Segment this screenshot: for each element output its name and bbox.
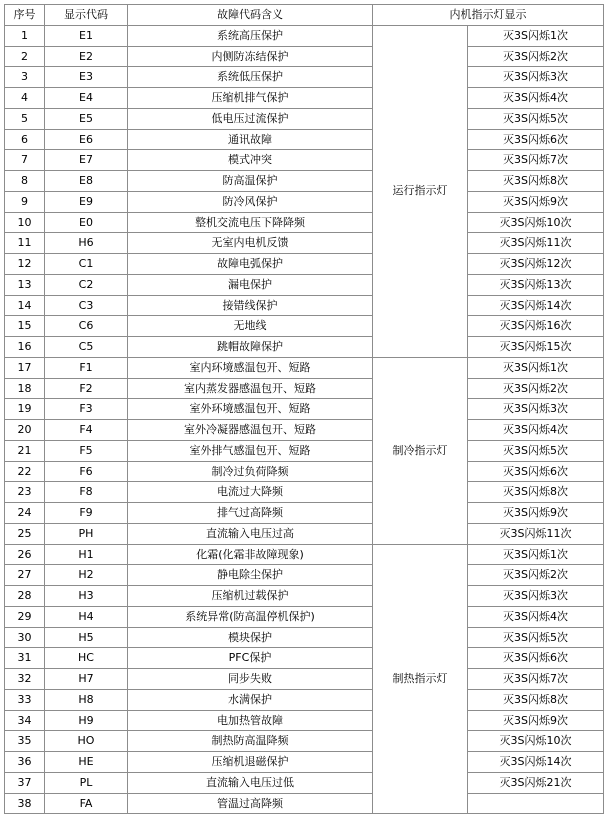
row-meaning: 模式冲突 (128, 150, 373, 171)
row-blink-pattern: 灭3S闪烁3次 (468, 399, 604, 420)
row-blink-pattern: 灭3S闪烁9次 (468, 191, 604, 212)
row-meaning: 室外环境感温包开、短路 (128, 399, 373, 420)
row-code: H6 (45, 233, 128, 254)
row-blink-pattern: 灭3S闪烁1次 (468, 357, 604, 378)
row-blink-pattern: 灭3S闪烁9次 (468, 710, 604, 731)
row-meaning: 化霜(化霜非故障现象) (128, 544, 373, 565)
row-meaning: 系统低压保护 (128, 67, 373, 88)
row-code: F9 (45, 503, 128, 524)
row-blink-pattern: 灭3S闪烁11次 (468, 233, 604, 254)
row-index: 37 (5, 772, 45, 793)
row-code: E7 (45, 150, 128, 171)
row-meaning: 通讯故障 (128, 129, 373, 150)
row-code: F5 (45, 440, 128, 461)
row-code: H1 (45, 544, 128, 565)
table-row (5, 25, 604, 46)
row-index: 34 (5, 710, 45, 731)
row-code: F6 (45, 461, 128, 482)
row-code: E3 (45, 67, 128, 88)
row-meaning: 防高温保护 (128, 171, 373, 192)
row-meaning: 电流过大降频 (128, 482, 373, 503)
row-index: 13 (5, 274, 45, 295)
row-index: 20 (5, 420, 45, 441)
row-meaning: 接错线保护 (128, 295, 373, 316)
table-row (5, 586, 604, 607)
row-blink-pattern: 灭3S闪烁7次 (468, 150, 604, 171)
table-row (5, 150, 604, 171)
table-row (5, 337, 604, 358)
table-row (5, 295, 604, 316)
row-meaning: 电加热管故障 (128, 710, 373, 731)
row-blink-pattern: 灭3S闪烁10次 (468, 212, 604, 233)
row-blink-pattern: 灭3S闪烁6次 (468, 129, 604, 150)
table-row (5, 606, 604, 627)
row-blink-pattern: 灭3S闪烁12次 (468, 254, 604, 275)
table-row (5, 274, 604, 295)
table-row (5, 461, 604, 482)
row-index: 1 (5, 25, 45, 46)
row-index: 4 (5, 88, 45, 109)
row-code: E8 (45, 171, 128, 192)
row-blink-pattern: 灭3S闪烁5次 (468, 440, 604, 461)
row-blink-pattern: 灭3S闪烁16次 (468, 316, 604, 337)
row-meaning: 跳帽故障保护 (128, 337, 373, 358)
row-index: 9 (5, 191, 45, 212)
row-index: 38 (5, 793, 45, 814)
row-code: HC (45, 648, 128, 669)
table-row (5, 212, 604, 233)
row-blink-pattern: 灭3S闪烁5次 (468, 108, 604, 129)
table-row (5, 648, 604, 669)
row-index: 24 (5, 503, 45, 524)
row-blink-pattern: 灭3S闪烁14次 (468, 752, 604, 773)
row-index: 27 (5, 565, 45, 586)
row-code: H4 (45, 606, 128, 627)
table-row (5, 420, 604, 441)
row-index: 17 (5, 357, 45, 378)
row-index: 19 (5, 399, 45, 420)
row-code: C2 (45, 274, 128, 295)
row-blink-pattern: 灭3S闪烁8次 (468, 482, 604, 503)
indicator-group-label: 制热指示灯 (373, 544, 468, 814)
row-blink-pattern: 灭3S闪烁8次 (468, 689, 604, 710)
table-row (5, 752, 604, 773)
header-index: 序号 (5, 5, 45, 26)
row-index: 16 (5, 337, 45, 358)
row-index: 10 (5, 212, 45, 233)
row-code: H9 (45, 710, 128, 731)
table-row (5, 627, 604, 648)
row-meaning: 室外冷凝器感温包开、短路 (128, 420, 373, 441)
row-blink-pattern: 灭3S闪烁1次 (468, 544, 604, 565)
indicator-group-label: 运行指示灯 (373, 25, 468, 357)
row-code: H2 (45, 565, 128, 586)
row-index: 15 (5, 316, 45, 337)
table-row (5, 731, 604, 752)
row-index: 12 (5, 254, 45, 275)
row-blink-pattern: 灭3S闪烁3次 (468, 67, 604, 88)
row-meaning: 无地线 (128, 316, 373, 337)
row-index: 26 (5, 544, 45, 565)
row-meaning: 整机交流电压下降降频 (128, 212, 373, 233)
table-row (5, 357, 604, 378)
row-code: HE (45, 752, 128, 773)
table-row (5, 191, 604, 212)
row-meaning: PFC保护 (128, 648, 373, 669)
row-code: C5 (45, 337, 128, 358)
row-code: F8 (45, 482, 128, 503)
row-code: E9 (45, 191, 128, 212)
row-blink-pattern: 灭3S闪烁3次 (468, 586, 604, 607)
row-meaning: 内侧防冻结保护 (128, 46, 373, 67)
table-row (5, 503, 604, 524)
row-code: HO (45, 731, 128, 752)
row-index: 11 (5, 233, 45, 254)
row-meaning: 漏电保护 (128, 274, 373, 295)
row-meaning: 排气过高降频 (128, 503, 373, 524)
table-row (5, 171, 604, 192)
row-code: E4 (45, 88, 128, 109)
row-blink-pattern: 灭3S闪烁4次 (468, 606, 604, 627)
row-code: C3 (45, 295, 128, 316)
row-blink-pattern: 灭3S闪烁4次 (468, 420, 604, 441)
row-blink-pattern: 灭3S闪烁9次 (468, 503, 604, 524)
table-row (5, 46, 604, 67)
table-row (5, 108, 604, 129)
table-row (5, 565, 604, 586)
row-blink-pattern (468, 793, 604, 814)
row-blink-pattern: 灭3S闪烁6次 (468, 461, 604, 482)
table-row (5, 254, 604, 275)
row-index: 30 (5, 627, 45, 648)
row-meaning: 制热防高温降频 (128, 731, 373, 752)
row-meaning: 系统异常(防高温停机保护) (128, 606, 373, 627)
header-indicator: 内机指示灯显示 (373, 5, 604, 26)
row-index: 33 (5, 689, 45, 710)
table-row (5, 710, 604, 731)
row-code: F4 (45, 420, 128, 441)
row-blink-pattern: 灭3S闪烁4次 (468, 88, 604, 109)
row-code: E0 (45, 212, 128, 233)
table-row (5, 129, 604, 150)
row-code: H3 (45, 586, 128, 607)
row-blink-pattern: 灭3S闪烁11次 (468, 523, 604, 544)
row-index: 14 (5, 295, 45, 316)
row-code: H7 (45, 669, 128, 690)
row-blink-pattern: 灭3S闪烁5次 (468, 627, 604, 648)
row-blink-pattern: 灭3S闪烁14次 (468, 295, 604, 316)
row-blink-pattern: 灭3S闪烁13次 (468, 274, 604, 295)
table-row (5, 793, 604, 814)
row-index: 36 (5, 752, 45, 773)
table-row (5, 88, 604, 109)
row-index: 3 (5, 67, 45, 88)
row-blink-pattern: 灭3S闪烁6次 (468, 648, 604, 669)
row-code: E6 (45, 129, 128, 150)
table-row (5, 689, 604, 710)
row-blink-pattern: 灭3S闪烁15次 (468, 337, 604, 358)
row-index: 32 (5, 669, 45, 690)
row-code: E2 (45, 46, 128, 67)
row-blink-pattern: 灭3S闪烁1次 (468, 25, 604, 46)
table-row (5, 544, 604, 565)
table-row (5, 233, 604, 254)
table-row (5, 772, 604, 793)
row-code: H5 (45, 627, 128, 648)
row-code: FA (45, 793, 128, 814)
row-index: 22 (5, 461, 45, 482)
row-index: 6 (5, 129, 45, 150)
row-meaning: 无室内电机反馈 (128, 233, 373, 254)
header-code: 显示代码 (45, 5, 128, 26)
error-code-table (4, 4, 604, 814)
row-meaning: 室内环境感温包开、短路 (128, 357, 373, 378)
row-meaning: 压缩机过载保护 (128, 586, 373, 607)
indicator-group-label: 制冷指示灯 (373, 357, 468, 544)
row-meaning: 压缩机排气保护 (128, 88, 373, 109)
table-row (5, 523, 604, 544)
row-meaning: 室外排气感温包开、短路 (128, 440, 373, 461)
row-meaning: 模块保护 (128, 627, 373, 648)
row-code: PH (45, 523, 128, 544)
row-index: 8 (5, 171, 45, 192)
row-meaning: 同步失败 (128, 669, 373, 690)
row-meaning: 直流输入电压过低 (128, 772, 373, 793)
table-row (5, 67, 604, 88)
row-blink-pattern: 灭3S闪烁8次 (468, 171, 604, 192)
row-code: F1 (45, 357, 128, 378)
table-row (5, 378, 604, 399)
row-blink-pattern: 灭3S闪烁2次 (468, 46, 604, 67)
row-blink-pattern: 灭3S闪烁2次 (468, 565, 604, 586)
row-blink-pattern: 灭3S闪烁2次 (468, 378, 604, 399)
row-index: 25 (5, 523, 45, 544)
table-row (5, 669, 604, 690)
row-meaning: 防冷风保护 (128, 191, 373, 212)
row-index: 28 (5, 586, 45, 607)
row-index: 29 (5, 606, 45, 627)
table-row (5, 316, 604, 337)
table-row (5, 399, 604, 420)
row-index: 21 (5, 440, 45, 461)
row-meaning: 直流输入电压过高 (128, 523, 373, 544)
header-row (5, 5, 604, 26)
row-meaning: 压缩机退磁保护 (128, 752, 373, 773)
row-code: F2 (45, 378, 128, 399)
row-meaning: 系统高压保护 (128, 25, 373, 46)
row-index: 31 (5, 648, 45, 669)
row-index: 18 (5, 378, 45, 399)
row-meaning: 管温过高降频 (128, 793, 373, 814)
row-meaning: 制冷过负荷降频 (128, 461, 373, 482)
table-row (5, 482, 604, 503)
row-blink-pattern: 灭3S闪烁21次 (468, 772, 604, 793)
row-index: 7 (5, 150, 45, 171)
row-code: E5 (45, 108, 128, 129)
row-blink-pattern: 灭3S闪烁7次 (468, 669, 604, 690)
row-index: 2 (5, 46, 45, 67)
row-index: 5 (5, 108, 45, 129)
row-code: C1 (45, 254, 128, 275)
row-meaning: 室内蒸发器感温包开、短路 (128, 378, 373, 399)
header-meaning: 故障代码含义 (128, 5, 373, 26)
row-code: H8 (45, 689, 128, 710)
row-code: F3 (45, 399, 128, 420)
row-index: 23 (5, 482, 45, 503)
row-meaning: 故障电弧保护 (128, 254, 373, 275)
row-blink-pattern: 灭3S闪烁10次 (468, 731, 604, 752)
row-code: PL (45, 772, 128, 793)
row-meaning: 低电压过流保护 (128, 108, 373, 129)
table-row (5, 440, 604, 461)
row-meaning: 水满保护 (128, 689, 373, 710)
row-code: C6 (45, 316, 128, 337)
table-body (5, 25, 604, 814)
row-index: 35 (5, 731, 45, 752)
row-code: E1 (45, 25, 128, 46)
row-meaning: 静电除尘保护 (128, 565, 373, 586)
